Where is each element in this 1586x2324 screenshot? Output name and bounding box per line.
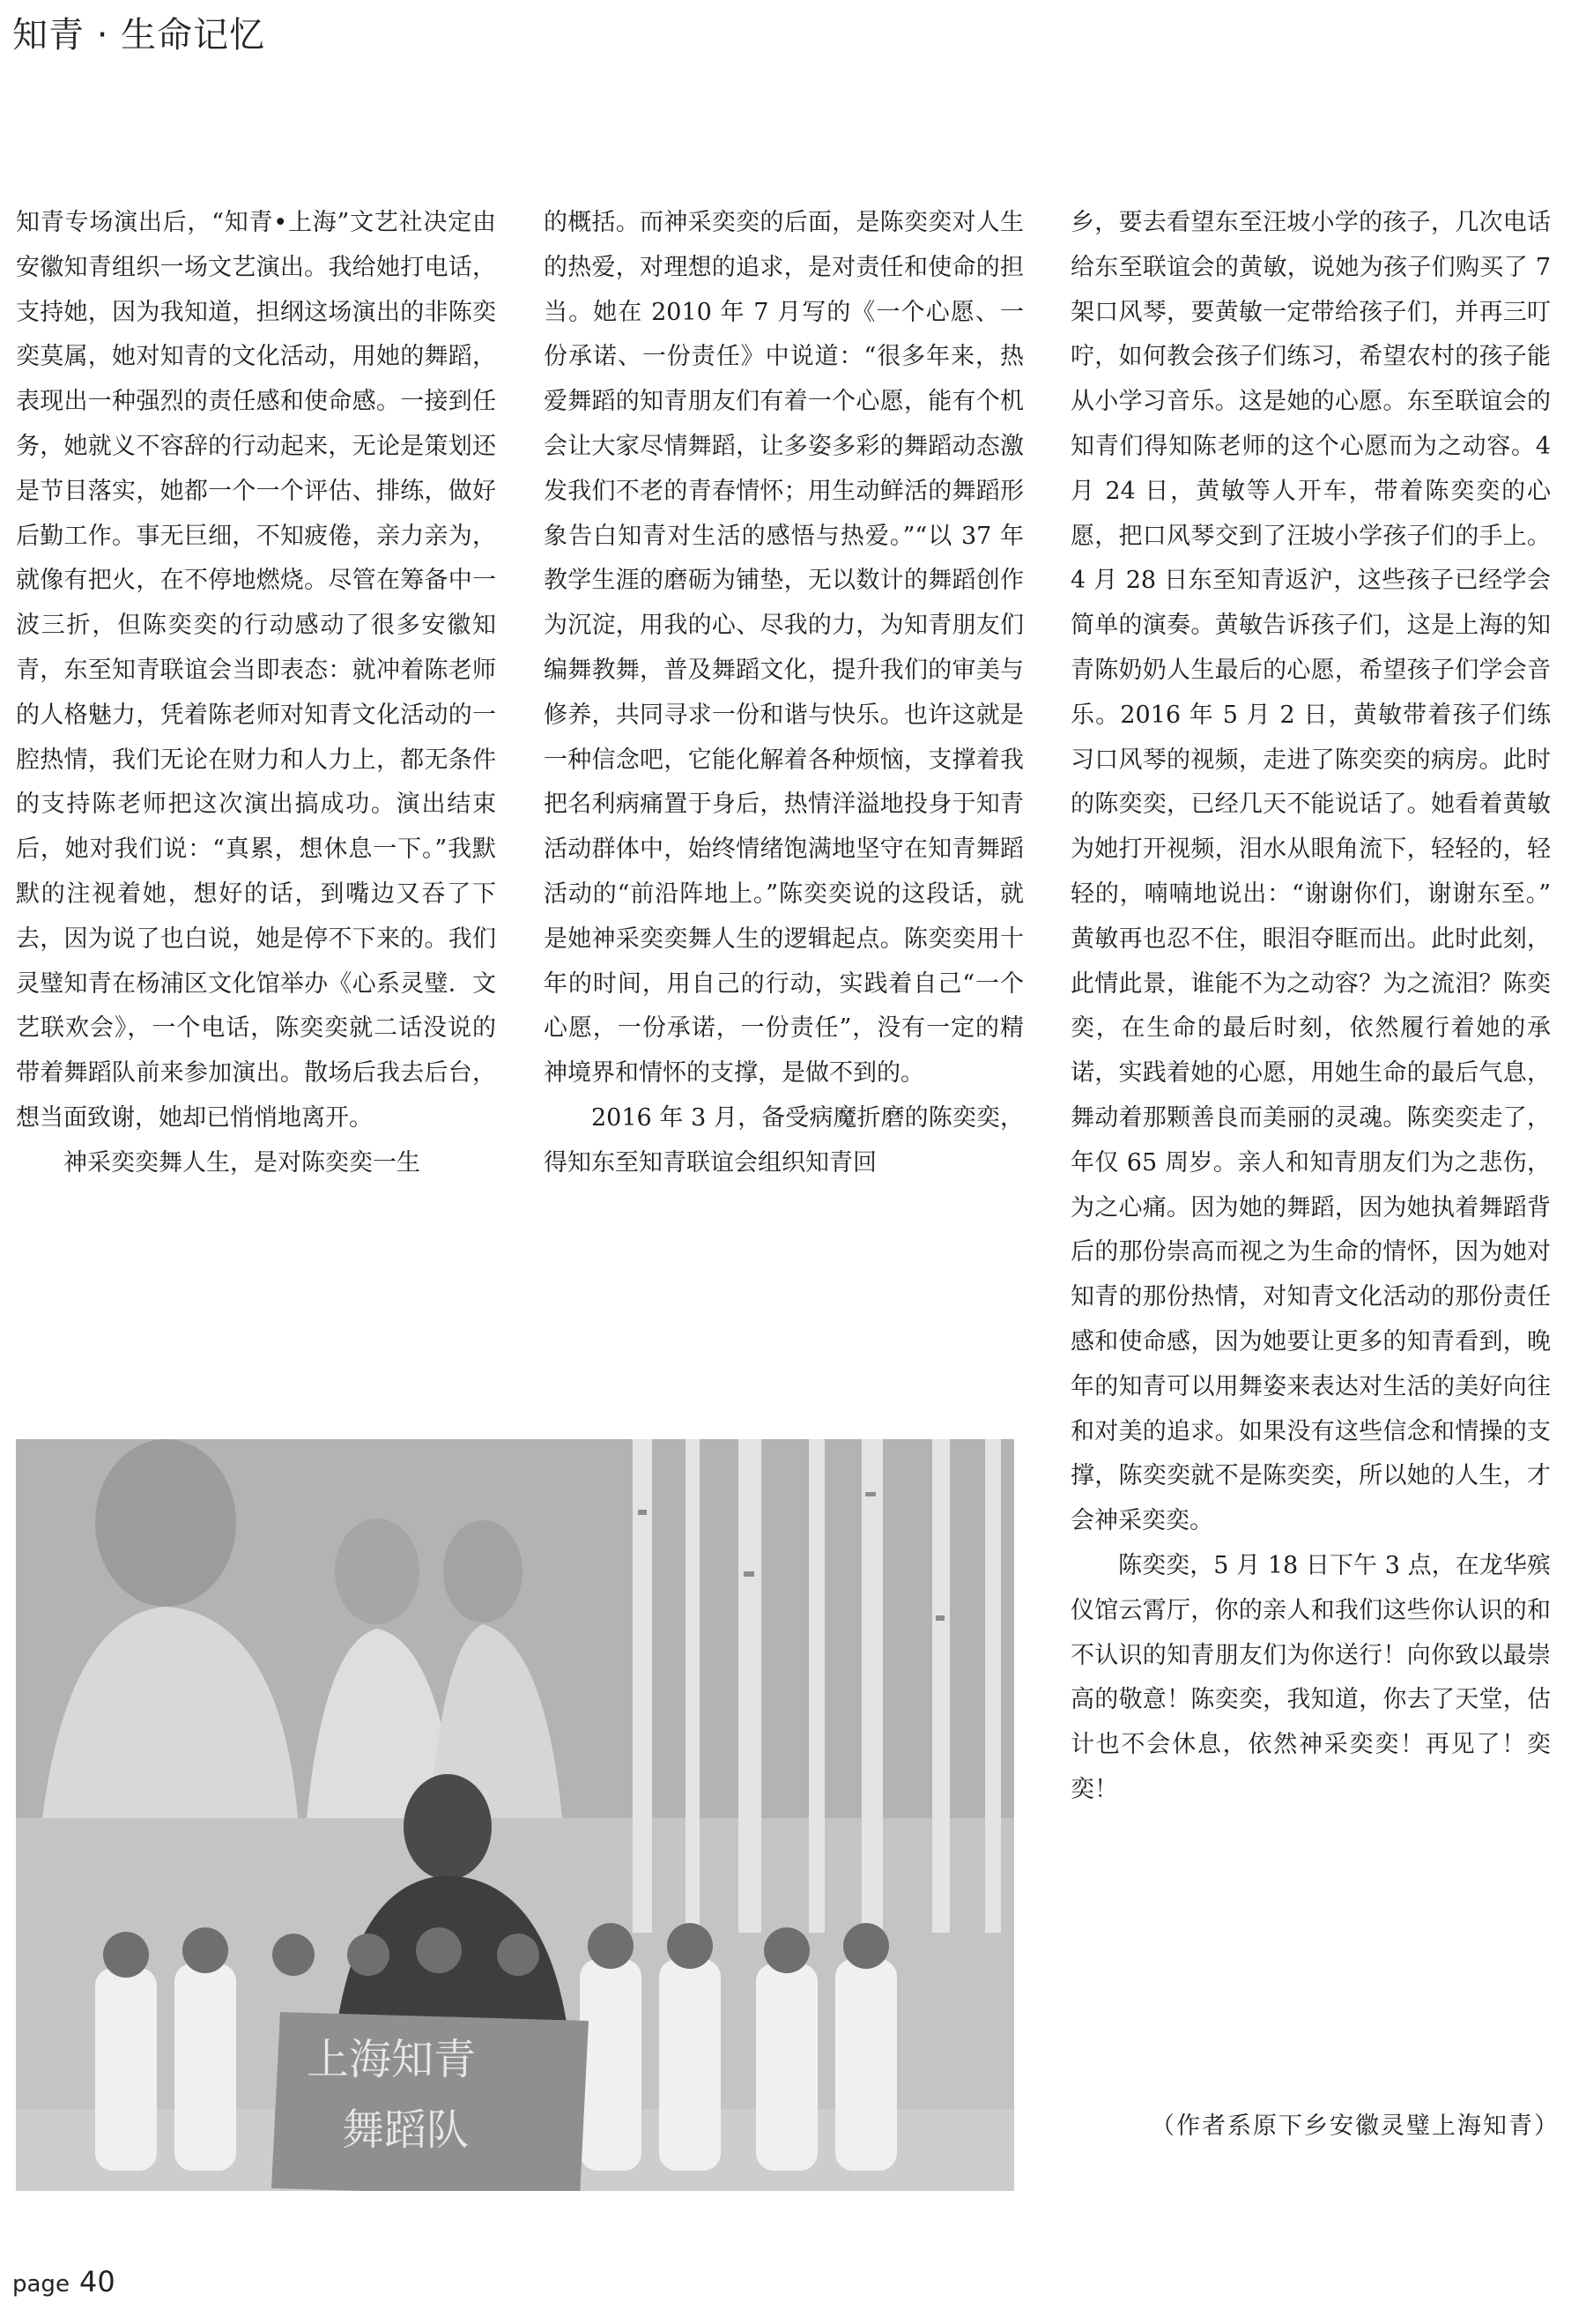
article-column-3 [1071,201,1551,1813]
banner-line-2: 舞蹈队 [342,2105,470,2155]
group-photo [16,1439,1014,2191]
paragraph: 乡，要去看望东至汪坡小学的孩子，几次电话给东至联谊会的黄敏，说她为孩子们购买了 7 架口风琴，要黄敏一定带给孩子们，并再三叮咛，如何教会孩子们练习，希望农村的孩子能从小学习音乐。这是她的心愿。东至联谊会的知青们得知陈老师的这个心愿而为之动容。4 月 24 日，黄敏等人开车，带着陈奕奕的心愿，把口风琴交到了汪坡小学孩子们的手上。4 月 28 日东至知青返沪，这些孩子已经学会简单的演奏。黄敏告诉孩子们，这是上海的知青陈奶奶人生最后的心愿，希望孩子们学会音乐。2016 年 5 月 2 日，黄敏带着孩子们练习口风琴的视频，走进了陈奕奕的病房。此时的陈奕奕，已经几天不能说话了。她看着黄敏为她打开视频，泪水从眼角流下，轻轻的，轻轻的，喃喃地说出：“谢谢你们，谢谢东至。” 黄敏再也忍不住，眼泪夺眶而出。此时此刻，此情此景，谁能不为之动容？为之流泪？陈奕奕，在生命的最后时刻，依然履行着她的承诺，实践着她的心愿，用她生命的最后气息，舞动着那颗善良而美丽的灵魂。陈奕奕走了，年仅 65 周岁。亲人和知青朋友们为之悲伤，为之心痛。因为她的舞蹈，因为她执着舞蹈背后的那份崇高而视之为生命的情怀，因为她对知青的那份热情，对知青文化活动的那份责任感和使命感，因为她要让更多的知青看到，晚年的知青可以用舞姿来表达对生活的美好向往和对美的追求。如果没有这些信念和情操的支撑，陈奕奕就不是陈奕奕，所以她的人生，才会神采奕奕。 [1071,209,1551,1535]
article-column-2 [544,201,1024,1186]
paragraph: 的概括。而神采奕奕的后面，是陈奕奕对人生的热爱，对理想的追求，是对责任和使命的担当。她在 2010 年 7 月写的《一个心愿、一份承诺、一份责任》中说道：“很多年来，热爱舞蹈的知青朋友们有着一个心愿，能有个机会让大家尽情舞蹈，让多姿多彩的舞蹈动态激发我们不老的青春情怀；用生动鲜活的舞蹈形象告白知青对生活的感悟与热爱。”“以 37 年教学生涯的磨砺为铺垫，无以数计的舞蹈创作为沉淀，用我的心、尽我的力，为知青朋友们编舞教舞，普及舞蹈文化，提升我们的审美与修养，共同寻求一份和谐与快乐。也许这就是一种信念吧，它能化解着各种烦恼，支撑着我把名利病痛置于身后，热情洋溢地投身于知青活动群体中，始终情绪饱满地坚守在知青舞蹈活动的“前沿阵地上。”陈奕奕说的这段话，就是她神采奕奕舞人生的逻辑起点。陈奕奕用十年的时间，用自己的行动，实践着自己“一个心愿，一份承诺，一份责任”，没有一定的精神境界和情怀的支撑，是做不到的。 [544,209,1024,1088]
author-byline: （作者系原下乡安徽灵璧上海知青） [1151,2112,1560,2140]
page-footer [12,2265,115,2298]
group-photo-illustration [16,1439,1014,2191]
banner-line-1: 上海知青 [307,2035,477,2084]
paragraph: 2016 年 3 月，备受病魔折磨的陈奕奕，得知东至知青联谊会组织知青回 [544,1103,1024,1177]
paragraph: 知青专场演出后，“知青•上海”文艺社决定由安徽知青组织一场文艺演出。我给她打电话，支持她，因为我知道，担纲这场演出的非陈奕奕莫属，她对知青的文化活动，用她的舞蹈，表现出一种强烈的责任感和使命感。一接到任务，她就义不容辞的行动起来，无论是策划还是节目落实，她都一个一个评估、排练，做好后勤工作。事无巨细，不知疲倦，亲力亲为，就像有把火，在不停地燃烧。尽管在筹备中一波三折，但陈奕奕的行动感动了很多安徽知青，东至知青联谊会当即表态：就冲着陈老师的人格魅力，凭着陈老师对知青文化活动的一腔热情，我们无论在财力和人力上，都无条件的支持陈老师把这次演出搞成功。演出结束后，她对我们说：“真累，想休息一下。”我默默的注视着她，想好的话，到嘴边又吞了下去，因为说了也白说，她是停不下来的。我们灵璧知青在杨浦区文化馆举办《心系灵璧．文艺联欢会》，一个电话，陈奕奕就二话没说的带着舞蹈队前来参加演出。散场后我去后台，想当面致谢，她却已悄悄地离开。 [16,209,496,1132]
paragraph: 神采奕奕舞人生，是对陈奕奕一生 [63,1148,420,1177]
section-header: 知青 · 生命记忆 [12,15,266,56]
article-column-1 [16,201,496,1186]
paragraph: 陈奕奕，5 月 18 日下午 3 点，在龙华殡仪馆云霄厅，你的亲人和我们这些你认识的和不认识的知青朋友们为你送行！向你致以最崇高的敬意！陈奕奕，我知道，你去了天堂，估计也不会休息，依然神采奕奕！再见了！奕奕！ [1071,1551,1551,1803]
page-label: page [12,2271,70,2298]
page-number: 40 [79,2265,115,2298]
